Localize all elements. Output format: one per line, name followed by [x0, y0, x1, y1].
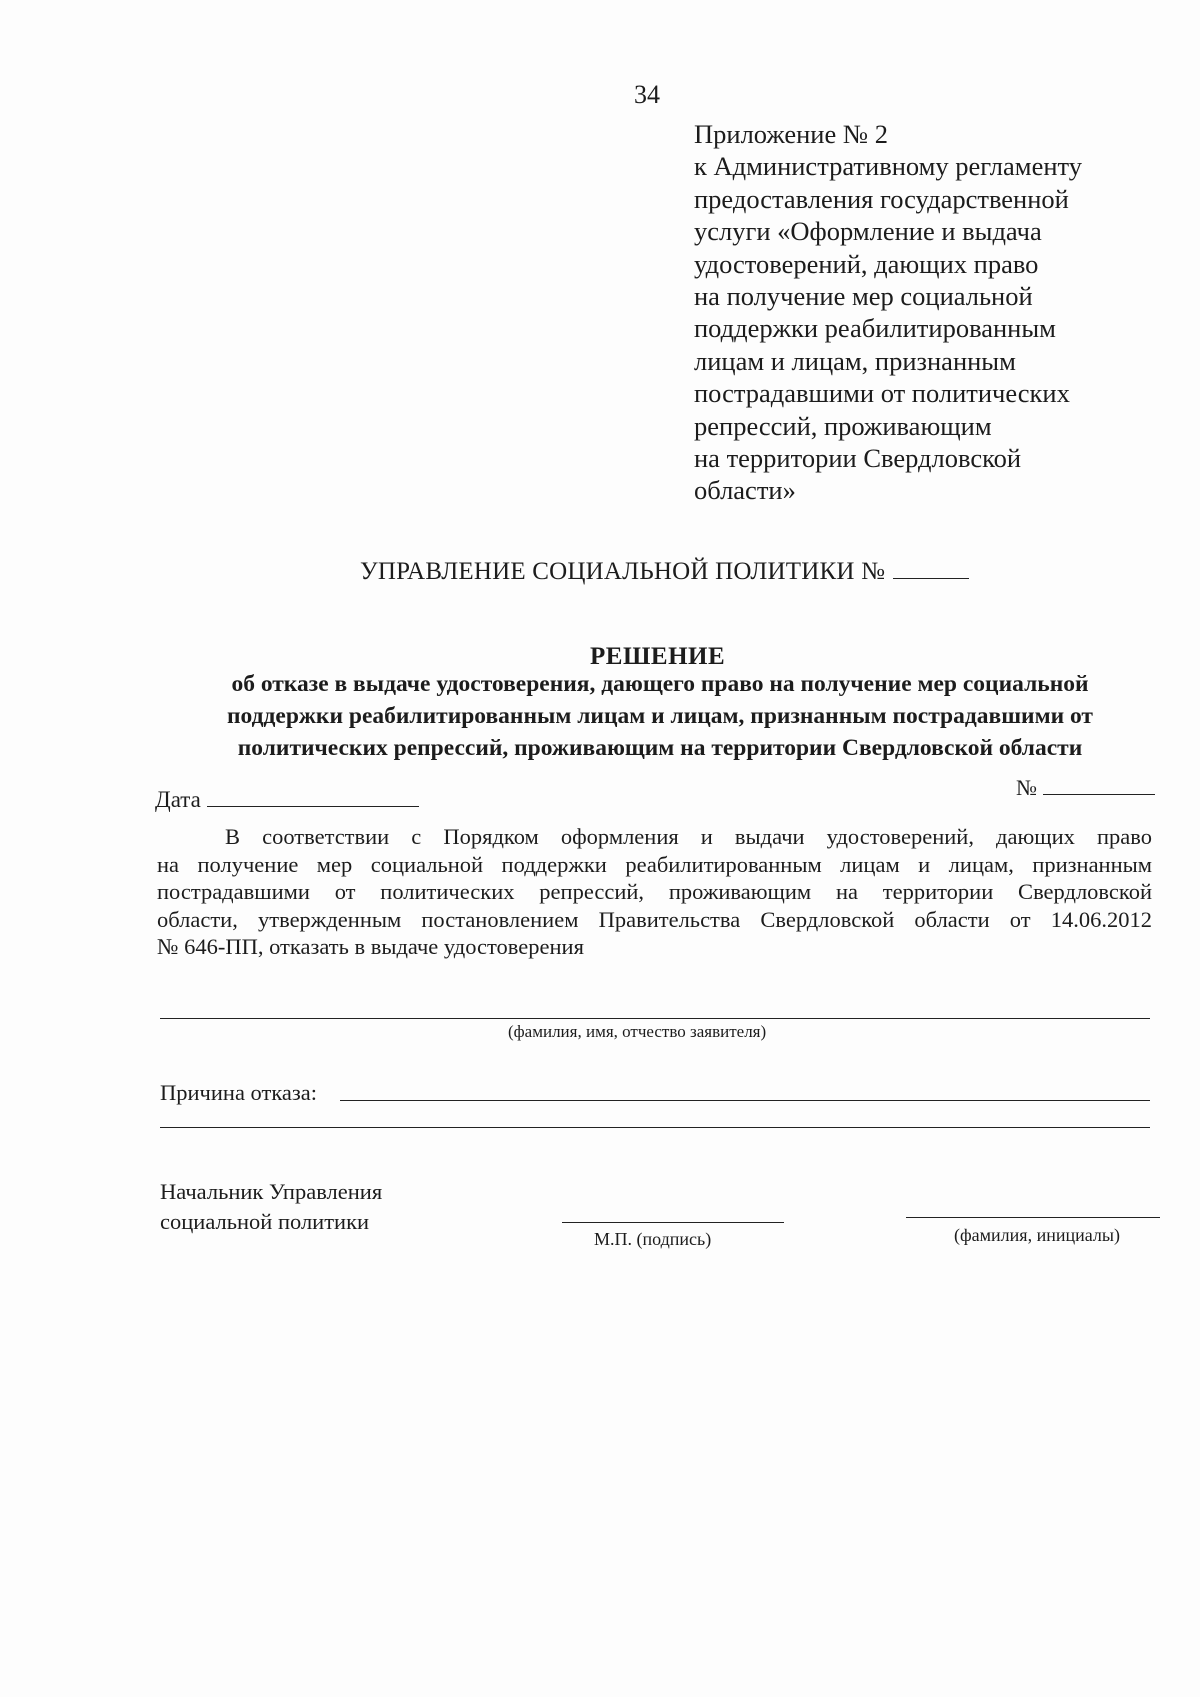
subtitle-line: об отказе в выдаче удостоверения, дающего право на получение мер социальной — [231, 671, 1089, 697]
decision-subtitle — [200, 668, 1120, 764]
decision-body — [157, 823, 1152, 961]
appendix-line: области» — [694, 475, 796, 506]
number-field — [1016, 775, 1155, 801]
subtitle-line: поддержки реабилитированным лицам и лицам, признанным пострадавшими от — [227, 703, 1093, 729]
appendix-line: Приложение № 2 — [694, 119, 889, 149]
stamp-signature-caption: М.П. (подпись) — [594, 1229, 712, 1249]
signature-line — [562, 1222, 784, 1223]
body-line: области, утвержденным постановлением Правительства Свердловской области от 14.06.2012 — [157, 906, 1152, 932]
body-line: В соответствии с Порядком оформления и выдачи удостоверений, дающих право — [225, 824, 1152, 849]
signer-line: Начальник Управления — [160, 1179, 383, 1204]
appendix-line: на территории Свердловской — [694, 443, 1022, 474]
reason-line-1 — [340, 1100, 1150, 1101]
name-initials-line — [906, 1217, 1160, 1218]
number-blank — [1043, 793, 1155, 795]
body-line: № 646-ПП, отказать в выдаче удостоверения — [157, 934, 584, 959]
name-initials-caption: (фамилия, инициалы) — [954, 1225, 1120, 1245]
page-number: 34 — [634, 80, 660, 109]
reason-line-2 — [160, 1127, 1150, 1128]
appendix-line: предоставления государственной — [694, 183, 1069, 214]
appendix-line: репрессий, проживающим — [694, 410, 992, 441]
reason-label: Причина отказа: — [160, 1080, 318, 1105]
applicant-caption: (фамилия, имя, отчество заявителя) — [508, 1022, 767, 1041]
body-line: на получение мер социальной поддержки реабилитированным лицам и лицам, признанным — [157, 851, 1152, 877]
subtitle-line: политических репрессий, проживающим на территории Свердловской области — [237, 735, 1083, 761]
department-heading — [360, 558, 969, 586]
appendix-line: поддержки реабилитированным — [694, 313, 1056, 344]
signer-line: социальной политики — [160, 1209, 370, 1234]
body-line: пострадавшими от политических репрессий, проживающим на территории Свердловской — [157, 879, 1152, 904]
applicant-name-line — [160, 1018, 1150, 1019]
appendix-line: услуги «Оформление и выдача — [694, 216, 1042, 247]
date-label: Дата — [155, 787, 201, 812]
signer-title — [160, 1177, 382, 1237]
date-blank — [207, 805, 419, 807]
date-field — [155, 787, 419, 813]
department-number-blank — [893, 577, 969, 579]
department-label: УПРАВЛЕНИЕ СОЦИАЛЬНОЙ ПОЛИТИКИ № — [360, 558, 886, 585]
appendix-line: на получение мер социальной — [694, 281, 1033, 312]
appendix-line: удостоверений, дающих право — [694, 248, 1039, 279]
decision-title: РЕШЕНИЕ — [590, 643, 726, 670]
appendix-line: пострадавшими от политических — [694, 378, 1070, 409]
appendix-line: лицам и лицам, признанным — [694, 345, 1016, 376]
appendix-line: к Административному регламенту — [694, 151, 1082, 182]
number-label: № — [1016, 775, 1037, 800]
appendix-header — [694, 118, 1134, 507]
